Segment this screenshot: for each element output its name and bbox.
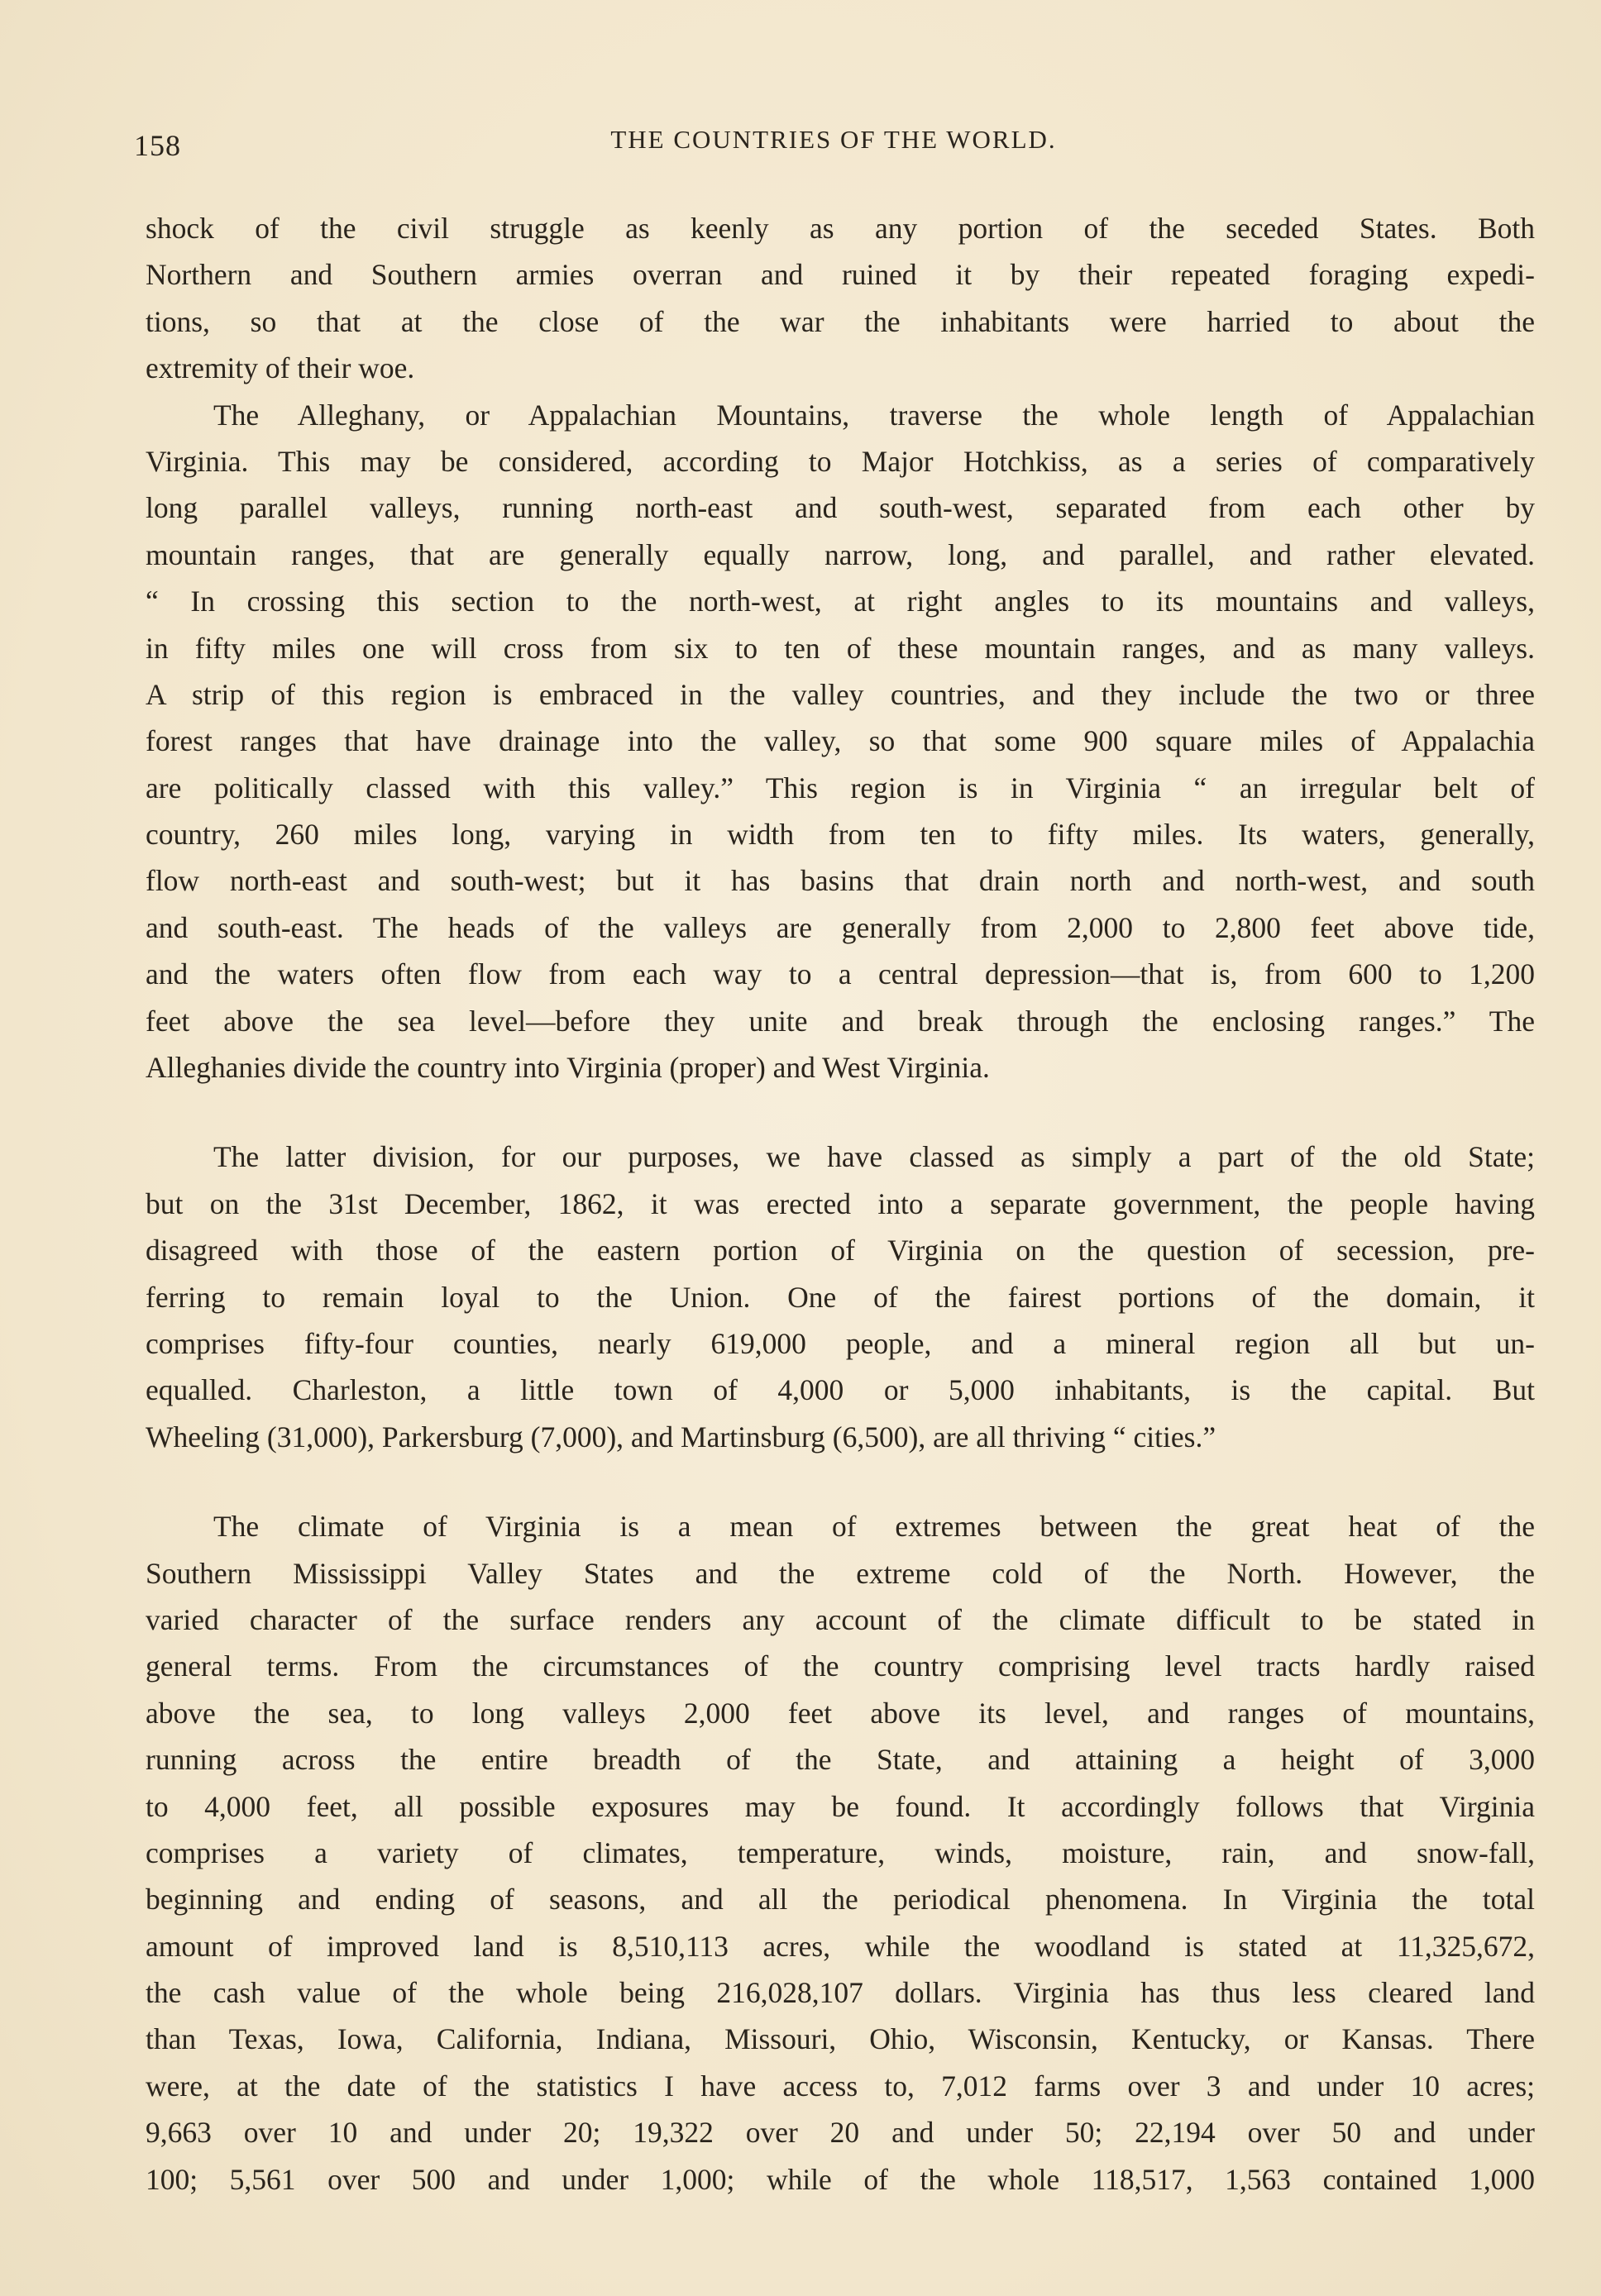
text-line: comprises fifty-four counties, nearly 619,000 people, and a mineral region all but un- [146,1326,1535,1360]
text-line: Northern and Southern armies overran and ruined it by their repeated foraging expedi- [146,258,1535,292]
text-line: running across the entire breadth of the State, and attaining a height of 3,000 [146,1743,1535,1777]
text-line: The Alleghany, or Appalachian Mountains, traverse the whole length of Appalachian [213,398,1535,432]
text-line: “ In crossing this section to the north-west, at right angles to its mountains and valleys, [146,585,1535,618]
text-line: disagreed with those of the eastern portion of Virginia on the question of secession, pre- [146,1234,1535,1267]
text-line: in fifty miles one will cross from six to ten of these mountain ranges, and as many valleys. [146,631,1535,665]
text-line: The climate of Virginia is a mean of extremes between the great heat of the [213,1510,1535,1544]
text-line: 9,663 over 10 and under 20; 19,322 over 20 and under 50; 22,194 over 50 and under [146,2116,1535,2150]
text-line: forest ranges that have drainage into the valley, so that some 900 square miles of Appalachia [146,724,1535,758]
text-line: were, at the date of the statistics I have access to, 7,012 farms over 3 and under 10 acres; [146,2069,1535,2103]
text-line: long parallel valleys, running north-east and south-west, separated from each other by [146,491,1535,525]
text-line: general terms. From the circumstances of the country comprising level tracts hardly raised [146,1649,1535,1683]
text-line: are politically classed with this valley.” This region is in Virginia “ an irregular belt of [146,771,1535,804]
text-line: flow north-east and south-west; but it has basins that drain north and north-west, and south [146,864,1535,898]
paragraph-3 [146,1134,1535,1460]
text-line: above the sea, to long valleys 2,000 feet above its level, and ranges of mountains, [146,1696,1535,1730]
text-line: Southern Mississippi Valley States and the extreme cold of the North. However, the [146,1556,1535,1590]
text-line: the cash value of the whole being 216,028,107 dollars. Virginia has thus less cleared land [146,1976,1535,2010]
text-line: Alleghanies divide the country into Virginia (proper) and West Virginia. [146,1051,990,1085]
running-title: THE COUNTRIES OF THE WORLD. [610,125,1057,154]
body-text [146,205,1535,2203]
text-line: amount of improved land is 8,510,113 acres, while the woodland is stated at 11,325,672, [146,1929,1535,1963]
text-line: The latter division, for our purposes, we have classed as simply a part of the old State; [213,1140,1535,1174]
text-line: beginning and ending of seasons, and all the periodical phenomena. In Virginia the total [146,1883,1535,1917]
paragraph-spacer [146,1460,1535,1503]
paragraph-1 [146,205,1535,392]
text-line: than Texas, Iowa, California, Indiana, Missouri, Ohio, Wisconsin, Kentucky, or Kansas. There [146,2022,1535,2056]
text-line: ferring to remain loyal to the Union. One of the fairest portions of the domain, it [146,1280,1535,1314]
paragraph-2 [146,392,1535,1091]
text-line: to 4,000 feet, all possible exposures may be found. It accordingly follows that Virginia [146,1789,1535,1823]
paragraph-4 [146,1503,1535,2203]
text-line: equalled. Charleston, a little town of 4,000 or 5,000 inhabitants, is the capital. But [146,1373,1535,1407]
text-line: varied character of the surface renders any account of the climate difficult to be stated in [146,1602,1535,1636]
text-line: country, 260 miles long, varying in width from ten to fifty miles. Its waters, generally, [146,818,1535,852]
text-line: and the waters often flow from each way to a central depression—that is, from 600 to 1,200 [146,957,1535,991]
text-line: and south-east. The heads of the valleys are generally from 2,000 to 2,800 feet above tide, [146,910,1535,944]
text-line: Virginia. This may be considered, according to Major Hotchkiss, as a series of comparatively [146,444,1535,478]
page-number: 158 [134,129,181,162]
text-line: Wheeling (31,000), Parkersburg (7,000), and Martinsburg (6,500), are all thriving “ cities.” [146,1420,1216,1453]
paragraph-spacer [146,1091,1535,1134]
text-line: shock of the civil struggle as keenly as any portion of the seceded States. Both [146,212,1535,245]
text-line: mountain ranges, that are generally equally narrow, long, and parallel, and rather elevated. [146,537,1535,571]
text-line: A strip of this region is embraced in the valley countries, and they include the two or three [146,677,1535,711]
text-line: tions, so that at the close of the war the inhabitants were harried to about the [146,304,1535,338]
text-line: comprises a variety of climates, temperature, winds, moisture, rain, and snow-fall, [146,1835,1535,1869]
text-line: feet above the sea level—before they unite and break through the enclosing ranges.” The [146,1004,1535,1038]
text-line: extremity of their woe. [146,351,415,385]
text-line: 100; 5,561 over 500 and under 1,000; while of the whole 118,517, 1,563 contained 1,000 [146,2162,1535,2196]
running-head [134,120,1533,169]
text-line: but on the 31st December, 1862, it was erected into a separate government, the people having [146,1186,1535,1220]
